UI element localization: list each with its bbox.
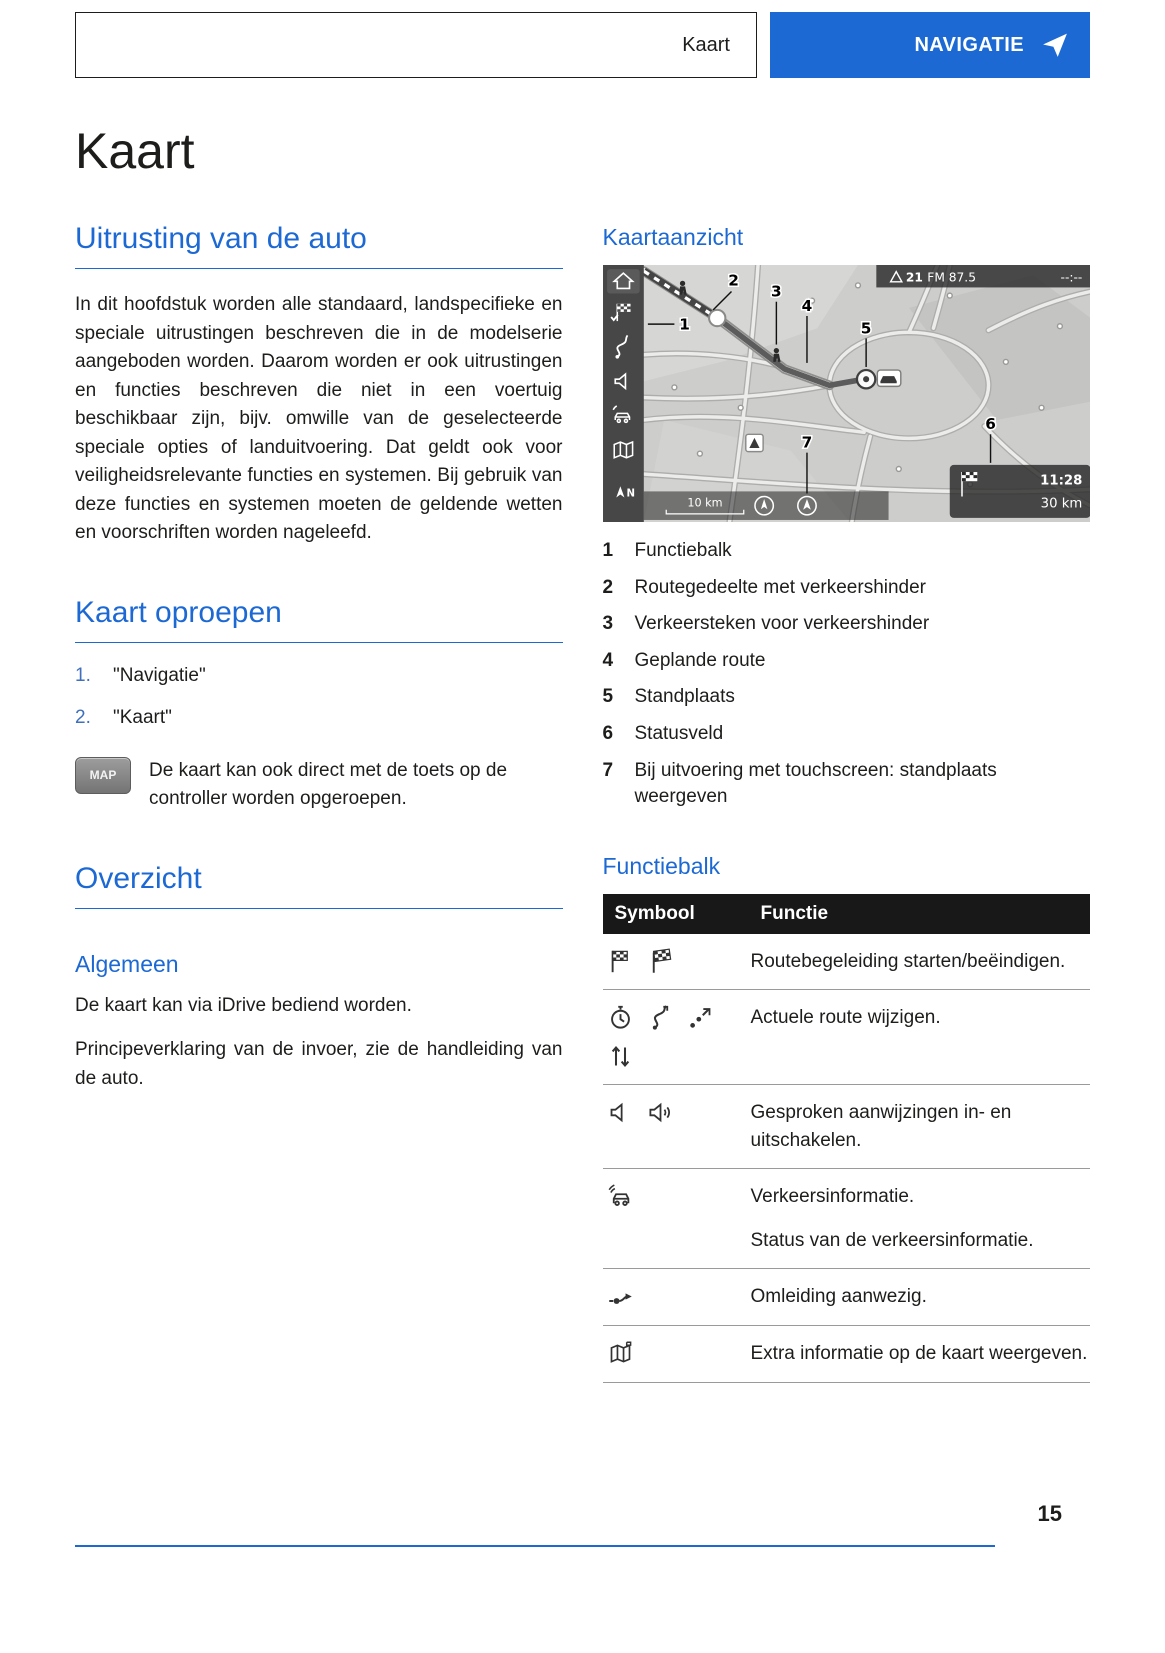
function-text: Actuele route wijzigen. [750, 1007, 941, 1029]
map-legend [603, 538, 1091, 811]
function-text: Gesproken aanwijzingen in- en uitschakelen. [750, 1102, 1012, 1151]
map-key-note [75, 757, 563, 814]
function-text: Routebegeleiding starten/beëindigen. [750, 950, 1066, 972]
section-banner-label: NAVIGATIE [914, 33, 1024, 56]
map-screenshot [603, 265, 1091, 522]
legend-text: Geplande route [634, 649, 766, 671]
traffic-info-icon [607, 1183, 634, 1210]
function-bar-table [603, 894, 1091, 1383]
map-key-text: De kaart kan ook direct met de toets op de controller worden opgeroepen. [149, 759, 508, 809]
detour-icon [607, 1283, 634, 1310]
legend-item [603, 721, 1091, 748]
two-column-layout [75, 192, 1090, 1383]
subheading-functiebalk: Functiebalk [602, 852, 721, 879]
table-row [603, 1326, 1091, 1383]
current-position-marker [856, 370, 900, 388]
navigation-arrow-icon [1042, 32, 1068, 58]
legend-text: Bij uitvoering met touchscreen: standplaats weergeven [634, 759, 997, 808]
callout-3: 3 [770, 282, 782, 301]
map-info-icon [607, 1340, 634, 1367]
paragraph-uitrusting: In dit hoofdstuk worden alle standaard, landspecifieke en speciale uitrustingen beschreven die in de modelserie aangeboden worden. Daarom worden er ook uitrustingen en functies beschreven die niet in een voertuig beschikbaar zijn, bijv. omwille van de geselecteerde speciale opties of landuitvoering. Dat geldt ook voor veiligheidsrelevante functies en systemen. Bij gebruik van deze functies en systemen moeten de geldende wetten en voorschriften worden nageleefd. [75, 294, 563, 543]
callout-6: 6 [984, 415, 996, 434]
step-number: 2. [75, 706, 91, 728]
table-header-row [603, 894, 1091, 934]
poi-icon [745, 434, 762, 451]
heading-overzicht: Overzicht [75, 862, 563, 909]
legend-text: Standplaats [634, 686, 735, 708]
step-item [75, 665, 563, 687]
radio-station-label: FM 87.5 [926, 270, 976, 285]
subheading-kaartaanzicht: Kaartaanzicht [602, 224, 744, 250]
section-banner [770, 12, 1090, 78]
legend-number: 5 [602, 686, 614, 708]
arrival-time: 11:28 [1039, 473, 1082, 489]
legend-number: 4 [602, 649, 614, 671]
paragraph-principe: Principeverklaring van de invoer, zie de handleiding van de auto. [75, 1039, 563, 1089]
swap-arrows-icon [607, 1043, 634, 1070]
page-header [75, 12, 1090, 78]
speaker-waves-icon [647, 1099, 674, 1126]
subheading-algemeen: Algemeen [75, 950, 179, 977]
table-row [603, 1269, 1091, 1326]
clock-placeholder: --:-- [1060, 270, 1082, 285]
legend-text: Functiebalk [634, 540, 732, 561]
function-text: Extra informatie op de kaart weergeven. [750, 1343, 1088, 1365]
step-label: "Navigatie" [113, 664, 206, 686]
column-header-symbool: Symbool [603, 894, 751, 934]
map-status-field [949, 465, 1090, 518]
legend-text: Statusveld [634, 722, 724, 744]
chapter-tab-label: Kaart [682, 33, 730, 56]
map-top-statusbar [876, 265, 1090, 287]
heading-kaart-oproepen: Kaart oproepen [75, 596, 563, 643]
map-button-icon: MAP [75, 757, 131, 794]
chapter-tab [75, 12, 757, 78]
function-text: Omleiding aanwezig. [750, 1286, 927, 1308]
page-footer [75, 1501, 1090, 1653]
speaker-icon [607, 1099, 634, 1126]
map-bottom-bar [643, 491, 888, 520]
compass-north-label: N [625, 488, 635, 500]
footer-rule [75, 1545, 995, 1547]
legend-item [603, 611, 1091, 638]
right-column [603, 192, 1091, 1383]
legend-number: 3 [602, 613, 614, 635]
callout-4: 4 [801, 296, 812, 315]
callout-7: 7 [801, 433, 812, 452]
table-row [603, 990, 1091, 1085]
step-number: 1. [75, 664, 91, 686]
stopwatch-icon [607, 1004, 634, 1031]
junction-circle [709, 310, 725, 326]
callout-1: 1 [678, 315, 690, 334]
traffic-message-count: 21 [905, 270, 923, 285]
callout-5: 5 [860, 319, 871, 338]
route-icon [647, 1004, 674, 1031]
legend-number: 1 [602, 540, 614, 561]
left-column [75, 192, 563, 1383]
legend-number: 2 [602, 576, 614, 598]
step-item [75, 707, 563, 729]
heading-uitrusting: Uitrusting van de auto [75, 222, 563, 269]
map-function-bar [603, 265, 644, 522]
paragraph-idrive: De kaart kan via iDrive bediend worden. [75, 994, 412, 1016]
remaining-distance: 30 km [1040, 496, 1082, 512]
legend-number: 7 [602, 759, 614, 781]
legend-item [603, 648, 1091, 675]
callout-2: 2 [727, 271, 739, 290]
map-scale-label: 10 km [686, 496, 723, 510]
function-text-2: Status van de verkeersinformatie. [750, 1229, 1034, 1251]
step-label: "Kaart" [113, 706, 172, 728]
flag-finish-icon [647, 948, 674, 975]
legend-item [603, 758, 1091, 811]
legend-item [603, 684, 1091, 711]
table-row [603, 934, 1091, 990]
table-row [603, 1085, 1091, 1169]
legend-item [603, 575, 1091, 602]
page-number: 15 [1037, 1501, 1062, 1526]
flag-start-icon [607, 948, 634, 975]
legend-text: Routegedeelte met verkeershinder [634, 576, 927, 598]
map-screenshot-svg [603, 265, 1091, 522]
column-header-functie: Functie [751, 894, 1091, 934]
page-title: Kaart [75, 123, 195, 179]
table-row [603, 1169, 1091, 1269]
waypoints-icon [687, 1004, 714, 1031]
function-text: Verkeersinformatie. [750, 1186, 915, 1208]
legend-text: Verkeersteken voor verkeershinder [634, 613, 930, 635]
legend-number: 6 [602, 722, 614, 744]
legend-item [603, 538, 1091, 565]
